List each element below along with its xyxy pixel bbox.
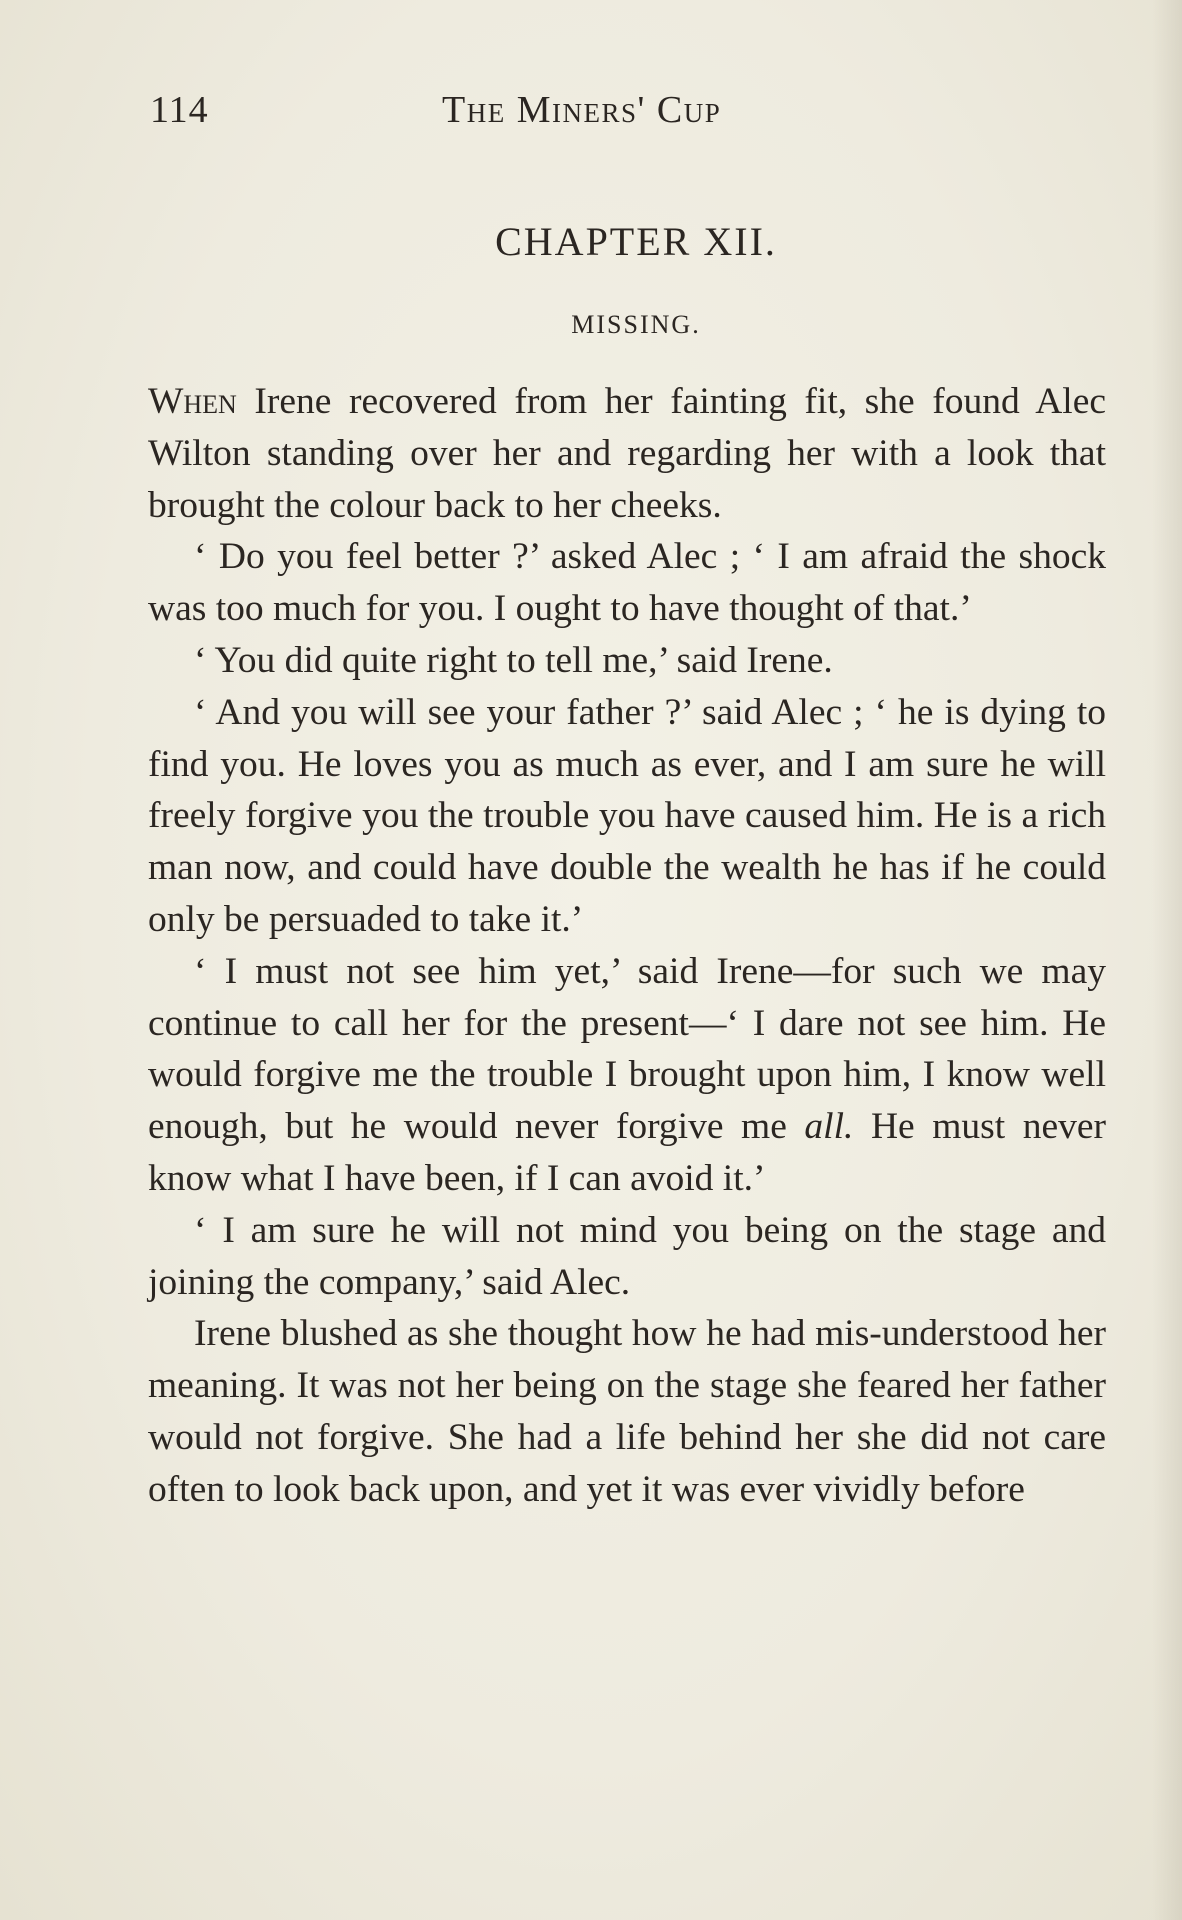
drop-word: When xyxy=(148,381,237,422)
paragraph: Irene blushed as she thought how he had mis-understood her meaning. It was not her being on the stage she feared her father would not forgive. She had a life behind her she did not care often to look back upon, and yet it was ever vividly before xyxy=(148,1313,1106,1510)
paragraph: ‘ You did quite right to tell me,’ said Irene. xyxy=(194,639,833,681)
chapter-title: CHAPTER XII. xyxy=(495,219,777,264)
paragraph: ‘ And you will see your father ?’ said Alec ; ‘ he is dying to find you. He loves you as much as ever, and I am sure he will freely forgive you the trouble you have caused him. He is a rich man now, and could have double the wealth he has if he could only be persuaded to take it.’ xyxy=(148,691,1106,940)
page-edge-shadow xyxy=(1152,0,1182,1920)
paragraph: ‘ Do you feel better ?’ asked Alec ; ‘ I am afraid the shock was too much for you. I ought to have thought of that.’ xyxy=(148,536,1106,630)
emphasized-word: all. xyxy=(804,1106,854,1148)
chapter-subtitle: MISSING. xyxy=(571,310,701,339)
body-text xyxy=(148,376,1106,1516)
running-head xyxy=(150,88,1110,138)
paragraph-text: He must never know what I have been, if I can avoid it.’ xyxy=(148,1106,1106,1199)
paragraph: ‘ I am sure he will not mind you being on the stage and joining the company,’ said Alec. xyxy=(148,1209,1106,1303)
paragraph-text: ‘ I must not see him yet,’ said Irene—for such we may continue to call her for the present—‘ I dare not see him. He would forgive me the trouble I brought upon him, I know well enough, but he would never forgive me xyxy=(148,950,1106,1148)
paragraph xyxy=(148,946,1106,1205)
page-number: 114 xyxy=(150,89,209,131)
book-title: The Miners' Cup xyxy=(442,89,722,131)
paragraph xyxy=(148,376,1106,531)
paragraph-text: Irene recovered from her fainting fit, she found Alec Wilton standing over her and regarding her with a look that brought the colour back to her cheeks. xyxy=(148,381,1106,526)
